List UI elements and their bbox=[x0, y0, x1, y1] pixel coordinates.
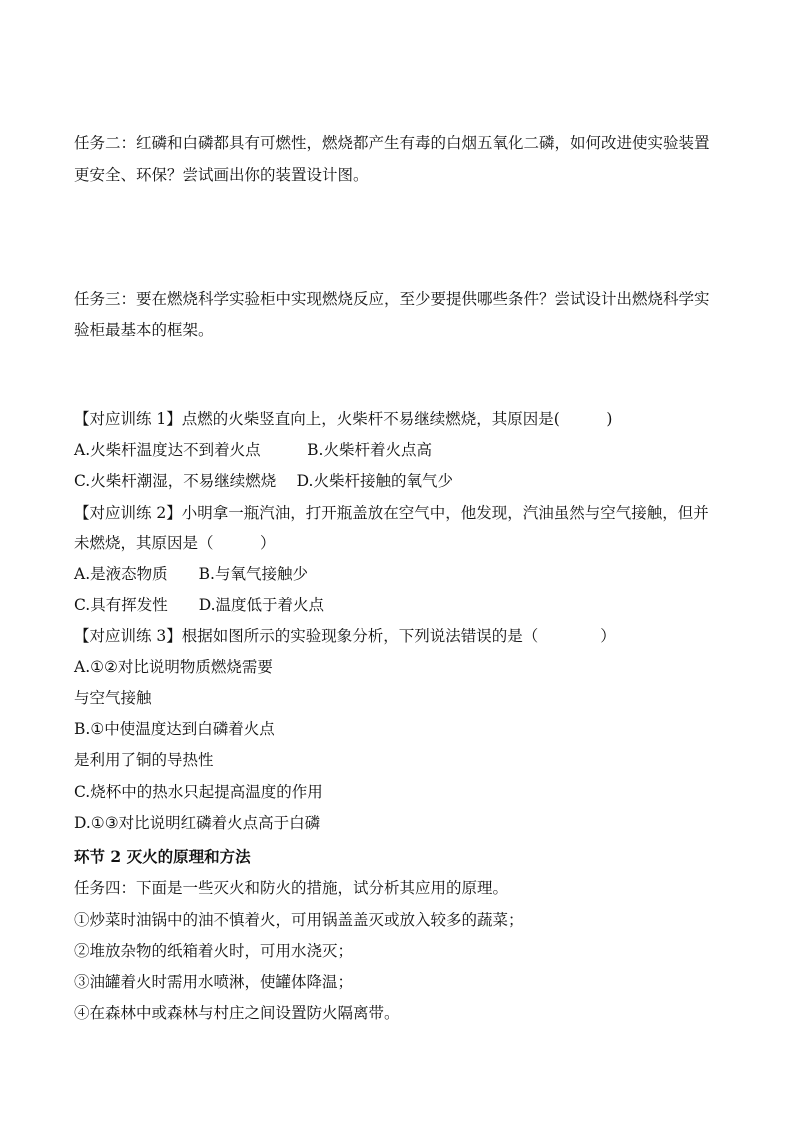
exercise2-question-line2: 未燃烧，其原因是（ ） bbox=[74, 534, 276, 552]
exercise1-options-row1: A.火柴杆温度达不到着火点 B.火柴杆着火点高 bbox=[74, 441, 432, 459]
task4-item3: ③油罐着火时需用水喷淋，使罐体降温； bbox=[74, 973, 354, 991]
exercise3-option-b-line1: B.①中使温度达到白磷着火点 bbox=[74, 720, 275, 738]
exercise3-option-c: C.烧杯中的热水只起提高温度的作用 bbox=[74, 783, 323, 801]
exercise2-question-line1: 【对应训练 2】小明拿一瓶汽油，打开瓶盖放在空气中，他发现，汽油虽然与空气接触，但并 bbox=[74, 504, 709, 522]
exercise2-options-row2: C.具有挥发性 D.温度低于着火点 bbox=[74, 596, 325, 614]
exercise3-option-b-line2: 是利用了铜的导热性 bbox=[74, 751, 214, 769]
exercise2-options-row1: A.是液态物质 B.与氧气接触少 bbox=[74, 565, 308, 583]
exercise3-question: 【对应训练 3】根据如图所示的实验现象分析，下列说法错误的是（ ） bbox=[74, 627, 616, 645]
task4-item2: ②堆放杂物的纸箱着火时，可用水浇灭； bbox=[74, 942, 354, 960]
exercise1-options-row2: C.火柴杆潮湿，不易继续燃烧 D.火柴杆接触的氧气少 bbox=[74, 472, 453, 490]
task3-text-line1: 任务三：要在燃烧科学实验柜中实现燃烧反应，至少要提供哪些条件？尝试设计出燃烧科学实 bbox=[74, 290, 710, 308]
exercise3-option-a-line2: 与空气接触 bbox=[74, 689, 152, 707]
exercise1-question: 【对应训练 1】点燃的火柴竖直向上，火柴杆不易继续燃烧，其原因是( ) bbox=[74, 410, 613, 428]
task4-text: 任务四：下面是一些灭火和防火的措施，试分析其应用的原理。 bbox=[74, 879, 509, 897]
exercise3-option-d: D.①③对比说明红磷着火点高于白磷 bbox=[74, 814, 321, 832]
task3-text-line2: 验柜最基本的框架。 bbox=[74, 321, 214, 339]
task2-text-line2: 更安全、环保？尝试画出你的装置设计图。 bbox=[74, 166, 369, 184]
task4-item4: ④在森林中或森林与村庄之间设置防火隔离带。 bbox=[74, 1004, 400, 1022]
task4-item1: ①炒菜时油锅中的油不慎着火，可用锅盖盖灭或放入较多的蔬菜； bbox=[74, 911, 524, 929]
exercise3-option-a-line1: A.①②对比说明物质燃烧需要 bbox=[74, 658, 273, 676]
section2-heading: 环节 2 灭火的原理和方法 bbox=[74, 847, 251, 866]
task2-text-line1: 任务二：红磷和白磷都具有可燃性，燃烧都产生有毒的白烟五氧化二磷，如何改进使实验装置 bbox=[74, 134, 710, 152]
